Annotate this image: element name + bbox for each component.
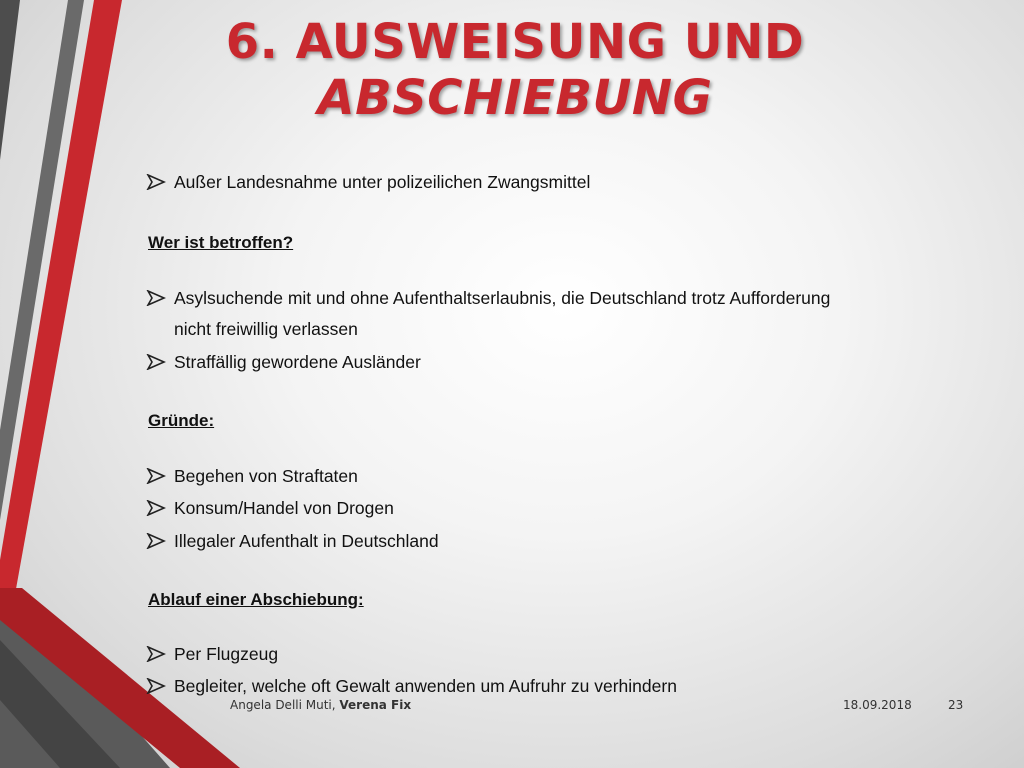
bullet-straffaellig <box>146 346 421 380</box>
arrow-bullet-icon <box>146 492 174 526</box>
arrow-bullet-icon <box>146 346 174 380</box>
bullet-asylsuchende <box>146 282 830 316</box>
author-bold: Verena Fix <box>339 698 412 712</box>
title-line-1: 6. AUSWEISUNG UND <box>225 14 805 70</box>
arrow-bullet-icon <box>146 282 174 316</box>
bullet-aufenthalt <box>146 525 439 559</box>
bullet-text: Per Flugzeug <box>174 644 279 664</box>
bullet-begleiter <box>146 670 677 704</box>
footer-author <box>230 698 411 712</box>
heading-ablauf: Ablauf einer Abschiebung: <box>148 590 364 609</box>
bullet-flugzeug <box>146 638 278 672</box>
bullet-text: Illegaler Aufenthalt in Deutschland <box>174 531 439 551</box>
arrow-bullet-icon <box>146 166 174 200</box>
bullet-text: Konsum/Handel von Drogen <box>174 498 394 518</box>
arrow-bullet-icon <box>146 525 174 559</box>
bullet-straftaten <box>146 460 358 494</box>
bullet-text: Begehen von Straftaten <box>174 466 358 486</box>
title-line-2: ABSCHIEBUNG <box>317 70 713 126</box>
arrow-bullet-icon <box>146 460 174 494</box>
heading-betroffen: Wer ist betroffen? <box>148 233 294 252</box>
bullet-text: nicht freiwillig verlassen <box>174 319 358 339</box>
footer-page-number: 23 <box>948 698 964 712</box>
bullet-text: Asylsuchende mit und ohne Aufenthaltserlaubnis, die Deutschland trotz Aufforderung <box>174 288 831 308</box>
bullet-drogen <box>146 492 394 526</box>
arrow-bullet-icon <box>146 638 174 672</box>
arrow-bullet-icon <box>146 670 174 704</box>
bullet-text: Begleiter, welche oft Gewalt anwenden um Aufruhr zu verhindern <box>174 676 677 696</box>
bullet-text: Außer Landesnahme unter polizeilichen Zwangsmittel <box>174 172 591 192</box>
author-names: Angela Delli Muti, <box>230 698 340 712</box>
bullet-text: Straffällig gewordene Ausländer <box>174 352 421 372</box>
bullet-continuation <box>174 313 358 345</box>
heading-gruende: Gründe: <box>148 411 215 430</box>
footer-date: 18.09.2018 <box>843 698 912 712</box>
bullet-intro <box>146 166 590 200</box>
